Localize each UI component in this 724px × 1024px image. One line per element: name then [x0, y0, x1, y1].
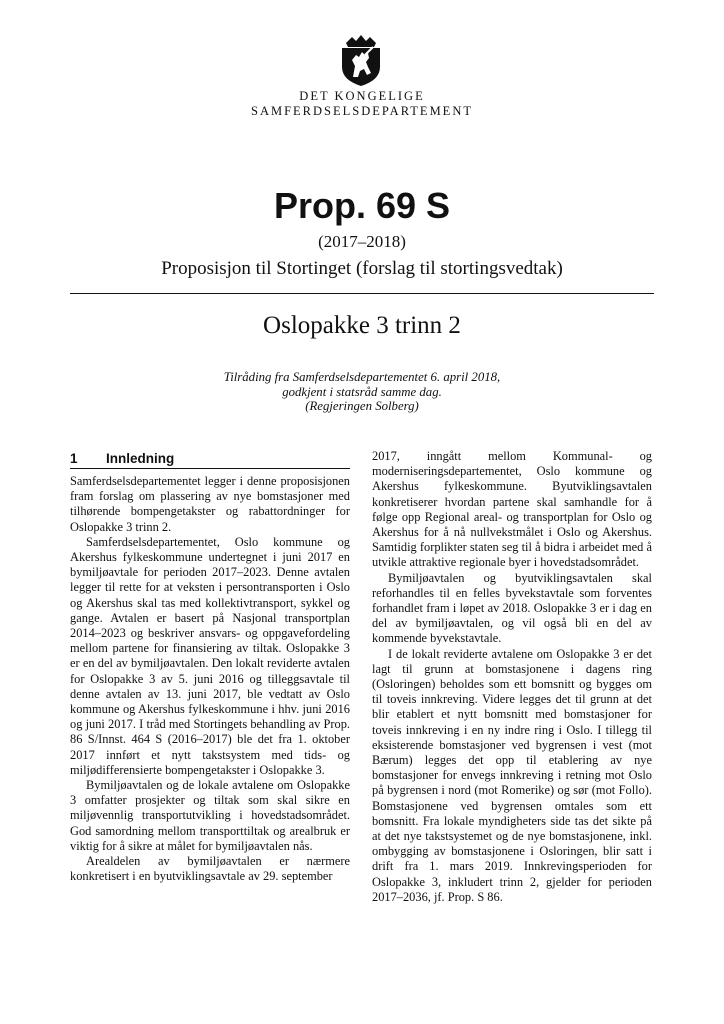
- paragraph: Bymiljøavtalen og de lokale avtalene om Oslopakke 3 omfatter prosjekter og tiltak som skal sikre en miljøvennlig transportutvikling i hovedstadsområdet. God samordning mellom transporttiltak og arealbruk er viktig for å sikre at målet for bymiljøavtalen nås.: [70, 778, 350, 853]
- left-column: [70, 449, 350, 884]
- section-title: Innledning: [106, 451, 175, 466]
- paragraph: I de lokalt reviderte avtalene om Oslopakke 3 er det lagt til grunn at bomstasjonene i dagens ring (Osloringen) beholdes som ett bomsnitt og bygges om til toveis innkreving. Videre legges det til grunn at det blir etablert et nytt bomsnitt med bomstasjoner for toveis innkreving i en ny indre ring i Oslo. I tillegg til eksisterende bomstasjoner ved bygrensen i vest (mot Bærum) legges det opp til etablering av nye bomstasjoner for envegs innkreving i retning mot Oslo på bygrensen i nord (mot Romerike) og sør (mot Follo). Bomstasjonene ved bygrensen omtales som ett bomsnitt. Fra lokale myndigheters side tas det sikte på at det nye takstsystemet og de nye bomstasjonene, inkl. ombygging av bomstasjonene i Osloringen, blir satt i drift fra 1. mars 2019. Innkrevingsperioden for Oslopakke 3, inkludert trinn 2, gjelder for perioden 2017–2036, jf. Prop. S 86.: [372, 646, 652, 904]
- paragraph: Arealdelen av bymiljøavtalen er nærmere konkretisert i en byutviklingsavtale av 29. september: [70, 854, 350, 884]
- paragraph: Samferdselsdepartementet, Oslo kommune og Akershus fylkeskommune undertegnet i juni 2017 en bymiljøavtale for perioden 2017–2023. Denne avtalen legger til rette for at veksten i persontransporten i Oslo og Akershus skal tas med kollektivtransport, sykkel og gange. Avtalen er basert på Nasjonal transportplan 2014–2023 og beskriver ansvars- og oppgavefordeling mellom partene for finansiering av tiltak. Oslopakke 3 er en del av bymiljøavtalen. Den lokalt reviderte avtalen for Oslopakke 3 av 5. juni 2016 og tilleggsavtale til denne avtalen av 13. juni 2017, ble vedtatt av Oslo kommune og Akershus fylkeskommune i hhv. juni 2016 og juni 2017. I tråd med Stortingets behandling av Prop. 86 S/Innst. 464 S (2016–2017) ble det fra 1. oktober 2017 innført et nytt takstsystem med tids- og miljødifferensierte bompengetakster i Oslopakke 3.: [70, 534, 350, 777]
- document-subtitle: Proposisjon til Stortinget (forslag til stortingsvedtak): [161, 258, 563, 279]
- paragraph: 2017, inngått mellom Kommunal- og moderniseringsdepartementet, Oslo kommune og Akershus fylkeskommune. Byutviklingsavtalen konkretiserer hvordan partene skal samhandle for å følge opp Regional areal- og transportplan for Oslo og Akershus for å nå nullvekstmålet i Oslo og Akershus. Samtidig forplikter staten seg til å bidra i arbeidet med å utvikle attraktive regionale byer i hovedstadsområdet.: [372, 449, 652, 570]
- title-divider: [70, 293, 654, 294]
- org-name-line1: DET KONGELIGE: [299, 89, 425, 103]
- approval-line3: (Regjeringen Solberg): [305, 399, 419, 414]
- paragraph: Bymiljøavtalen og byutviklingsavtalen skal reforhandles til en felles byvekstavtale som forventes forhandlet fram i løpet av 2018. Oslopakke 3 er i dag en del av bymiljøavtalen, og vil også bli en del av kommende byvekstavtale.: [372, 570, 652, 646]
- section-heading: [70, 449, 350, 469]
- royal-lion-crest-icon: [338, 33, 384, 87]
- document-topic: Oslopakke 3 trinn 2: [263, 312, 461, 339]
- session-years: (2017–2018): [318, 232, 406, 251]
- approval-note: [0, 370, 724, 414]
- right-column: [372, 449, 652, 905]
- section-number: 1: [70, 451, 78, 466]
- approval-line1: Tilråding fra Samferdselsdepartementet 6. april 2018,: [223, 370, 501, 384]
- proposition-number: Prop. 69 S: [273, 185, 451, 226]
- approval-line2: godkjent i statsråd samme dag.: [282, 384, 442, 399]
- paragraph: Samferdselsdepartementet legger i denne proposisjonen fram forslag om plassering av nye bomstasjoner med tilhørende bompengetakster og rabattordninger for Oslopakke 3 trinn 2.: [70, 474, 350, 534]
- org-name-line2: SAMFERDSELSDEPARTEMENT: [251, 104, 473, 118]
